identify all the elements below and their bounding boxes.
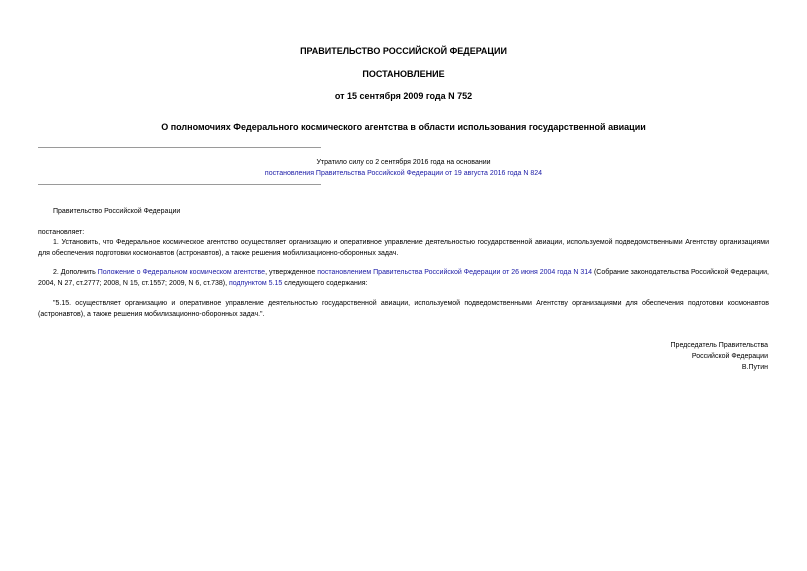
signatory-name: В.Путин <box>741 364 768 371</box>
government-heading: ПРАВИТЕЛЬСТВО РОССИЙСКОЙ ФЕДЕРАЦИИ <box>300 46 507 56</box>
item-2-paragraph <box>38 268 769 289</box>
item-2-text-a: 2. Дополнить <box>53 269 98 276</box>
subclause-5-15-link[interactable]: подпунктом 5.15 <box>228 279 283 287</box>
item-2-text-b: , утвержденное <box>265 269 318 276</box>
signature-title-line-1: Председатель Правительства <box>670 342 768 349</box>
repeal-decree-link[interactable]: постановления Правительства Российской Федерации от 19 августа 2016 года N 824 <box>264 170 543 177</box>
decides-text: постановляет: <box>38 229 85 236</box>
item-2-text-c: (Собрание законодательства Российской Федерации, 2004, N 27, ст.2777; 2008, N 15, ст.1557; 2009, N 6, ст.738), <box>38 269 770 287</box>
item-2-text-d: следующего содержания: <box>282 279 368 287</box>
agency-regulation-link[interactable]: Положение о Федеральном космическом агентстве <box>97 269 266 276</box>
preamble-text: Правительство Российской Федерации <box>53 208 181 215</box>
item-1-paragraph: 1. Установить, что Федеральное космическое агентство осуществляет организацию и оперативное управление деятельностью государственной авиации, используемой подведомственными Агентству организациями для обеспечения подготовки космонавтов (астронавтов), а также решения мобилизационно-оборонных задач. <box>38 239 769 257</box>
quoted-clause-paragraph: "5.15. осуществляет организацию и оперативное управление деятельностью государственной авиации, используемой подведомственными Агентству организациями для обеспечения подготовки космонавтов (астронавтов), а также решения мобилизационно-оборонных задач.". <box>38 300 769 318</box>
top-divider <box>38 147 321 148</box>
bottom-divider <box>38 184 321 185</box>
date-number-heading: от 15 сентября 2009 года N 752 <box>334 91 473 101</box>
status-note-link-line <box>0 169 807 178</box>
document-type-heading: ПОСТАНОВЛЕНИЕ <box>362 69 445 79</box>
signature-title-line-2: Российской Федерации <box>691 353 768 360</box>
document-title: О полномочиях Федерального космического агентства в области использования государственной авиации <box>161 122 646 132</box>
status-note-line: Утратило силу со 2 сентября 2016 года на основании <box>316 159 491 166</box>
decree-314-link[interactable]: постановлением Правительства Российской Федерации от 26 июня 2004 года N 314 <box>317 269 593 276</box>
